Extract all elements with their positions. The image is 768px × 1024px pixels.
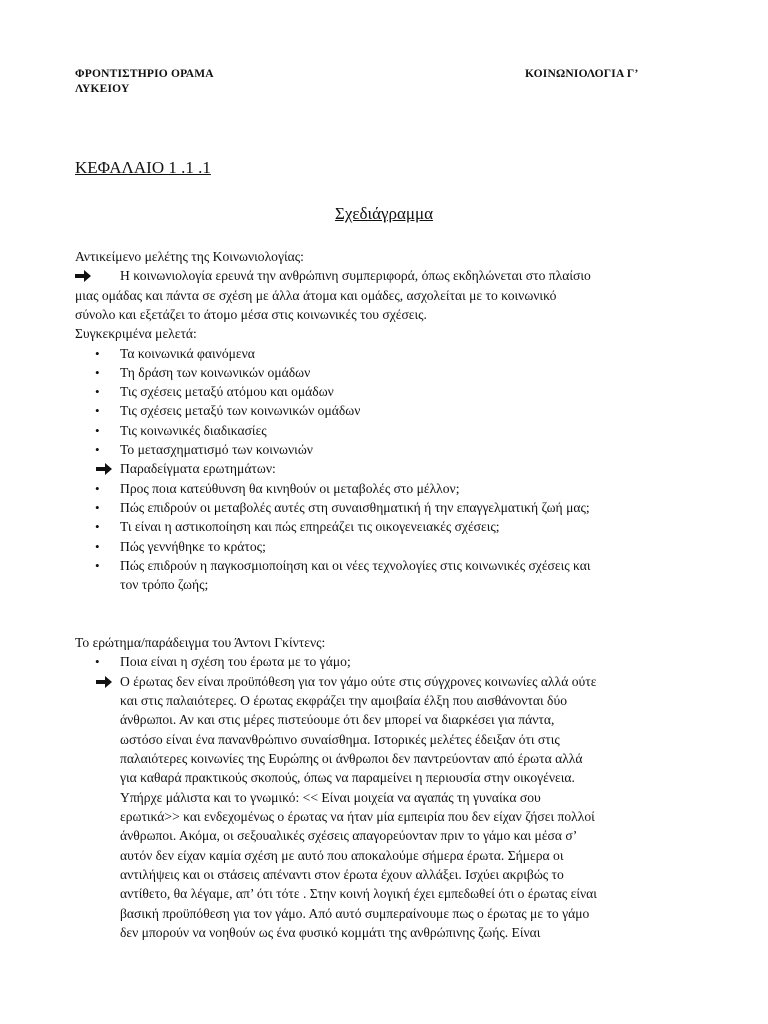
arrow-icon <box>75 270 91 282</box>
section2-paragraph-line: ωστόσο είναι ένα πανανθρώπινο συναίσθημα. Ιστορικές μελέτες έδειξαν ότι στις <box>120 732 560 747</box>
section1-definition-line-1: Η κοινωνιολογία ερευνά την ανθρώπινη συμπεριφορά, όπως εκδηλώνεται στο πλαίσιο <box>120 268 591 283</box>
section2-paragraph-line: και στις παλαιότερες. Ο έρωτας εκφράζει την αμοιβαία έλξη που αισθάνονται δύο <box>120 693 567 708</box>
bullet-icon: • <box>95 346 100 361</box>
section2-paragraph-line: βασική προϋπόθεση για τον γάμο. Από αυτό συμπεραίνουμε πως ο έρωτας με το γάμο <box>120 906 590 921</box>
list-item: Πώς επιδρούν οι μεταβολές αυτές στη συναισθηματική ή την επαγγελματική ζωή μας; <box>120 500 590 515</box>
header-school-level: ΛΥΚΕΙΟΥ <box>75 83 130 95</box>
examples-heading: Παραδείγματα ερωτημάτων: <box>120 461 276 476</box>
list-item: Πώς επιδρούν η παγκοσμιοποίηση και οι νέες τεχνολογίες στις κοινωνικές σχέσεις και <box>120 558 591 573</box>
section2-paragraph-line: Υπήρχε μάλιστα και το γνωμικό: << Είναι μοιχεία να αγαπάς τη γυναίκα σου <box>120 790 541 805</box>
bullet-icon: • <box>95 442 100 457</box>
bullet-icon: • <box>95 423 100 438</box>
bullet-icon: • <box>95 365 100 380</box>
section1-definition-line-3: σύνολο και εξετάζει το άτομο μέσα στις κοινωνικές του σχέσεις. <box>75 307 427 322</box>
bullet-icon: • <box>95 403 100 418</box>
bullet-icon: • <box>95 654 100 669</box>
section2-paragraph-line: άνθρωποι. Αν και στις μέρες πιστεύουμε ότι δεν μπορεί να διαρκέσει για πάντα, <box>120 712 555 727</box>
list-item: Τα κοινωνικά φαινόμενα <box>120 346 255 361</box>
arrow-icon <box>96 676 112 688</box>
bullet-icon: • <box>95 558 100 573</box>
section2-paragraph-line: για καθαρά πρακτικούς σκοπούς, όπως να παραμείνει η περιουσία στην οικογένεια. <box>120 770 575 785</box>
section2-heading: Το ερώτημα/παράδειγμα του Άντονι Γκίντενς: <box>75 635 326 650</box>
list-item: Το μετασχηματισμό των κοινωνιών <box>120 442 313 457</box>
list-item: Τις σχέσεις μεταξύ των κοινωνικών ομάδων <box>120 403 361 418</box>
arrow-icon <box>96 463 112 475</box>
section2-paragraph-line: δεν μπορούν να νοηθούν ως ένα φυσικό κομμάτι της ανθρώπινης ζωής. Είναι <box>120 925 541 940</box>
list-item: Ποια είναι η σχέση του έρωτα με το γάμο; <box>120 654 351 669</box>
chapter-title: ΚΕΦΑΛΑΙΟ 1 .1 .1 <box>75 158 211 177</box>
bullet-icon: • <box>95 539 100 554</box>
bullet-icon: • <box>95 481 100 496</box>
list-item: Τις σχέσεις μεταξύ ατόμου και ομάδων <box>120 384 334 399</box>
list-item: Προς ποια κατεύθυνση θα κινηθούν οι μεταβολές στο μέλλον; <box>120 481 460 496</box>
list-item: Τη δράση των κοινωνικών ομάδων <box>120 365 311 380</box>
header-school-name: ΦΡΟΝΤΙΣΤΗΡΙΟ ΟΡΑΜΑ <box>75 68 214 80</box>
studies-heading: Συγκεκριμένα μελετά: <box>75 326 197 341</box>
section2-paragraph-line: ερωτικά>> και ενδεχομένως ο έρωτας να ήταν μία εμπειρία που δεν είχαν ζήσει πολλοί <box>120 809 595 824</box>
list-item: Τι είναι η αστικοποίηση και πώς επηρεάζει τις οικογενειακές σχέσεις; <box>120 519 500 534</box>
header-subject: ΚΟΙΝΩΝΙΟΛΟΓΙΑ Γ’ <box>525 68 639 80</box>
list-item: Πώς γεννήθηκε το κράτος; <box>120 539 266 554</box>
section1-heading: Αντικείμενο μελέτης της Κοινωνιολογίας: <box>75 249 304 264</box>
bullet-icon: • <box>95 500 100 515</box>
section2-paragraph-line: άνθρωποι. Ακόμα, οι σεξουαλικές σχέσεις απαγορεύονταν πριν το γάμο και μέσα σ’ <box>120 828 578 843</box>
section2-paragraph-line: αυτόν δεν είχαν καμία σχέση με αυτό που αποκαλούμε σήμερα έρωτα. Σήμερα οι <box>120 848 564 863</box>
list-item: Τις κοινωνικές διαδικασίες <box>120 423 267 438</box>
bullet-icon: • <box>95 519 100 534</box>
section2-paragraph-line: αντιλήψεις και οι στάσεις απέναντι στον έρωτα έχουν αλλάξει. Ισχύει ακριβώς το <box>120 867 564 882</box>
section2-paragraph-line: αντίθετο, θα λέγαμε, απ’ ότι τότε . Στην κοινή λογική έχει εμπεδωθεί ότι ο έρωτας είναι <box>120 886 597 901</box>
section1-definition-line-2: μιας ομάδας και πάντα σε σχέση με άλλα άτομα και ομάδες, ασχολείται με το κοινωνικό <box>75 288 557 303</box>
section2-paragraph-line: παλαιότερες κοινωνίες της Ευρώπης οι άνθρωποι δεν παντρεύονταν από έρωτα αλλά <box>120 751 583 766</box>
bullet-icon: • <box>95 384 100 399</box>
list-item-continuation: τον τρόπο ζωής; <box>120 577 209 592</box>
plan-title: Σχεδιάγραμμα <box>334 204 434 223</box>
section2-paragraph-line: Ο έρωτας δεν είναι προϋπόθεση για τον γάμο ούτε στις σύγχρονες κοινωνίες αλλά ούτε <box>120 674 597 689</box>
